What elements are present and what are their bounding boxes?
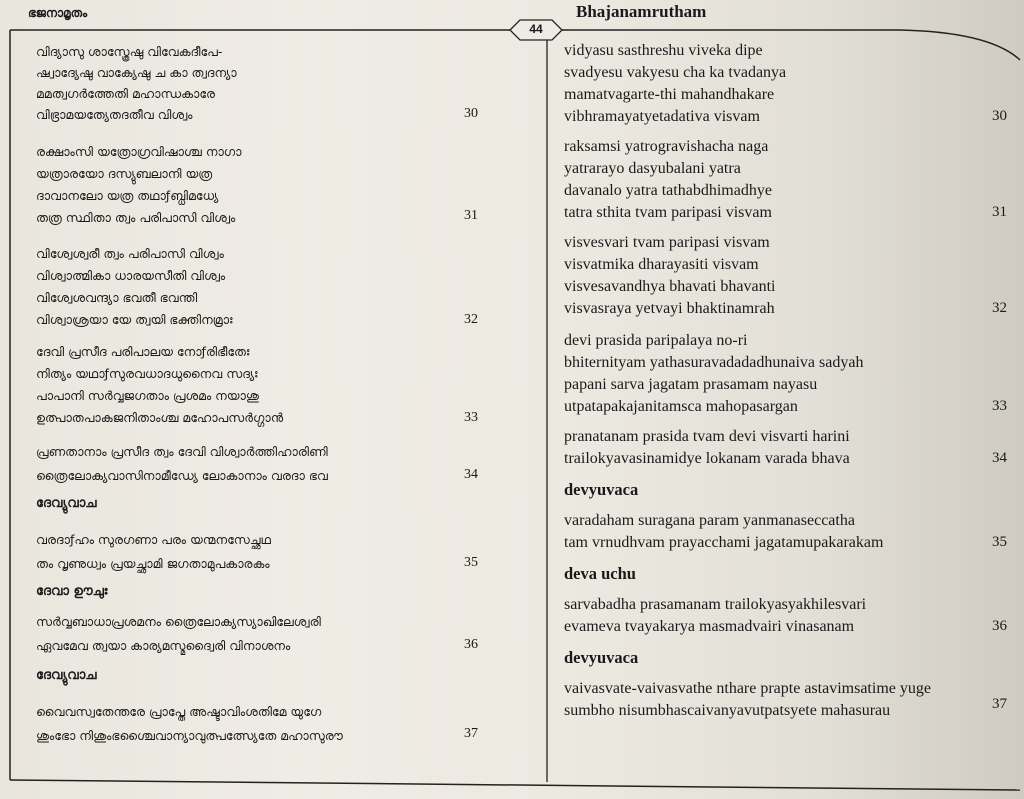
verse-number: 32 — [464, 312, 478, 327]
verse-line: sarvabadha prasamanam trailokyasyakhilesvari — [564, 596, 867, 613]
verse-line: utpatapakajanitamsca mahopasargan — [564, 398, 798, 415]
verse-number: 33 — [992, 398, 1007, 414]
speaker-heading: devyuvaca — [564, 480, 639, 499]
verse-number: 34 — [464, 467, 478, 482]
verse-line: varadaham suragana param yanmanaseccatha — [564, 512, 855, 529]
verse-line: devi prasida paripalaya no-ri — [564, 332, 748, 349]
speaker-heading: ദേവ്യുവാച — [36, 668, 97, 683]
header-left-title: ഭജനാമൃതം — [28, 6, 88, 20]
verse-line: പ്രണതാനാം പ്രസീദ ത്വം ദേവി വിശ്വാർത്തിഹാരിണി — [36, 444, 328, 459]
verse-line: വിശ്വേശവന്ദ്യാ ഭവതീ ഭവന്തി — [36, 290, 198, 305]
verse-line: ദാവാനലോ യത്ര തഥാƒബ്ധിമധ്യേ — [36, 188, 219, 203]
verse-line: തം വൃണുധ്വം പ്രയച്ഛാമി ജഗതാമുപകാരകം — [36, 556, 270, 571]
verse-line: davanalo yatra tathabdhimadhye — [564, 182, 772, 199]
verse-line: വിദ്യാസു ശാസ്ത്രേഷു വിവേകദീപേ- — [36, 44, 223, 59]
verse-line: tatra sthita tvam paripasi visvam — [564, 204, 772, 221]
verse-line: വൈവസ്വതേന്തരേ പ്രാപ്തേ അഷ്ടാവിംശതിമേ യുഗേ — [36, 704, 322, 719]
verse-line: papani sarva jagatam prasamam nayasu — [564, 376, 818, 393]
page-number: 44 — [529, 22, 543, 36]
verse-line: പാപാനി സർവ്വജഗതാം പ്രശമം നയാശു — [36, 388, 259, 403]
verse-number: 34 — [992, 450, 1007, 466]
verse-number: 30 — [992, 108, 1007, 124]
verse-line: vaivasvate-vaivasvathe nthare prapte astavimsatime yuge — [564, 680, 931, 697]
verse-line: വിഭ്രാമയത്യേതദതീവ വിശ്വം — [36, 107, 193, 122]
verse-line: visvesvari tvam paripasi visvam — [564, 234, 770, 251]
verse-line: ശുംഭോ നിശുംഭശ്ചൈവാന്യാവുത്പത്സ്യേതേ മഹാസുരൗ — [36, 728, 343, 743]
verse-line: രക്ഷാംസി യത്രോഗ്രവിഷാശ്ച നാഗാ — [36, 144, 242, 159]
verse-number: 33 — [464, 410, 478, 425]
verse-line: സർവ്വബാധാപ്രശമനം ത്രൈലോക്യസ്യാഖിലേശ്വരി — [36, 614, 321, 629]
verse-number: 37 — [992, 696, 1007, 712]
verse-line: വിശ്വാശ്രയാ യേ ത്വയി ഭക്തിനമ്രാഃ — [36, 312, 233, 327]
verse-line: tam vrnudhvam prayacchami jagatamupakarakam — [564, 534, 884, 551]
speaker-heading: devyuvaca — [564, 648, 639, 667]
verse-line: evameva tvayakarya masmadvairi vinasanam — [564, 618, 855, 635]
speaker-heading: ദേവ്യുവാച — [36, 496, 97, 511]
verse-line: raksamsi yatrogravishacha naga — [564, 138, 769, 155]
verse-number: 35 — [464, 555, 478, 570]
verse-number: 30 — [464, 106, 478, 121]
speaker-heading: deva uchu — [564, 564, 636, 583]
verse-line: sumbho nisumbhascaivanyavutpatsyete mahasurau — [564, 702, 891, 719]
speaker-heading: ദേവാ ഊചുഃ — [36, 584, 108, 599]
verse-line: ത്രൈലോക്യവാസിനാമീഡ്യേ ലോകാനാം വരദാ ഭവ — [36, 468, 328, 483]
verse-line: visvatmika dharayasiti visvam — [564, 256, 759, 273]
verse-number: 31 — [992, 204, 1007, 220]
verse-number: 36 — [464, 637, 478, 652]
verse-line: തത്ര സ്ഥിതാ ത്വം പരിപാസി വിശ്വം — [36, 210, 236, 225]
verse-line: വിശ്വേശ്വരീ ത്വം പരിപാസി വിശ്വം — [36, 246, 224, 261]
verse-line: ഉത്പാതപാകജനിതാംശ്ച മഹോപസർഗ്ഗാൻ — [36, 410, 284, 425]
header-right-title: Bhajanamrutham — [576, 2, 707, 21]
verse-line: വരദാƒഹം സുരഗണാ പരം യന്മനസേച്ഛഥ — [36, 532, 271, 547]
verse-line: visvesavandhya bhavati bhavanti — [564, 278, 776, 295]
verse-line: മമത്വഗർത്തേതി മഹാന്ധകാരേ — [36, 86, 215, 101]
verse-line: യത്രാരയോ ദസ്യുബലാനി യത്ര — [36, 166, 213, 181]
verse-number: 31 — [464, 208, 478, 223]
verse-line: vidyasu sasthreshu viveka dipe — [564, 42, 763, 59]
verse-number: 36 — [992, 618, 1007, 634]
verse-line: നിത്യം യഥാƒസുരവധാദധുനൈവ സദ്യഃ — [36, 366, 258, 381]
verse-line: ഷ്വാദ്യേഷു വാക്യേഷു ച കാ ത്വദന്യാ — [36, 65, 237, 80]
verse-number: 37 — [464, 726, 478, 741]
verse-number: 35 — [992, 534, 1007, 550]
verse-line: vibhramayatyetadativa visvam — [564, 108, 760, 125]
verse-line: വിശ്വാത്മികാ ധാരയസീതി വിശ്വം — [36, 268, 226, 283]
verse-line: ഏവമേവ ത്വയാ കാര്യമസ്മദ്വൈരി വിനാശനം — [36, 638, 291, 653]
verse-line: trailokyavasinamidye lokanam varada bhava — [564, 450, 850, 467]
verse-line: pranatanam prasida tvam devi visvarti harini — [564, 428, 850, 445]
verse-line: svadyesu vakyesu cha ka tvadanya — [564, 64, 787, 81]
verse-number: 32 — [992, 300, 1007, 316]
verse-line: ദേവി പ്രസീദ പരിപാലയ നോƒരിഭീതേഃ — [36, 344, 250, 359]
verse-line: yatrarayo dasyubalani yatra — [564, 160, 741, 177]
verse-line: bhiternityam yathasuravadadadhunaiva sadyah — [564, 354, 864, 371]
verse-line: mamatvagarte-thi mahandhakare — [564, 86, 775, 103]
verse-line: visvasraya yetvayi bhaktinamrah — [564, 300, 775, 317]
